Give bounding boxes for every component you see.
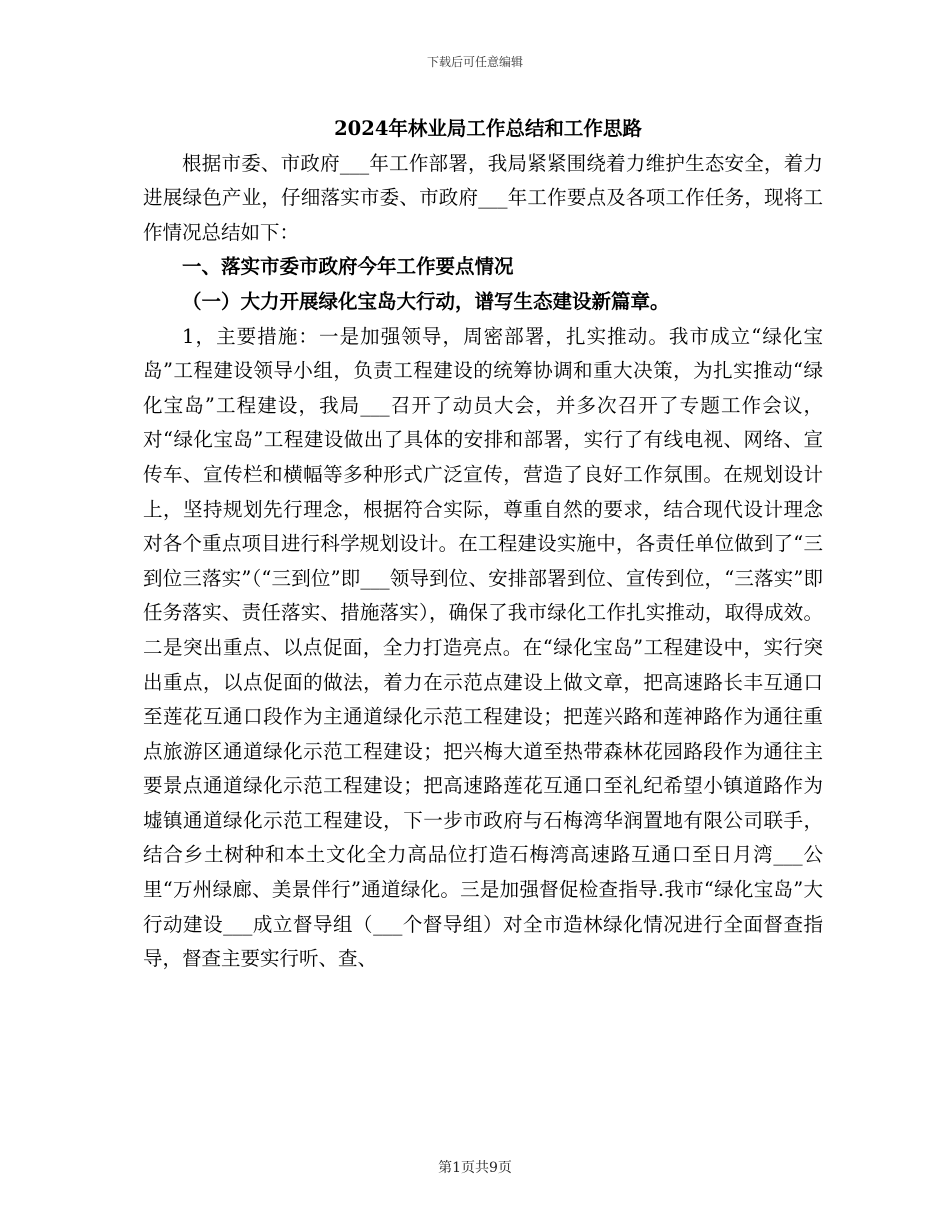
page-header-note: 下载后可任意编辑 (426, 55, 523, 69)
subsection-heading: （一）大力开展绿化宝岛大行动，谱写生态建设新篇章。 (182, 289, 670, 313)
section-heading: 一、落实市委市政府今年工作要点情况 (182, 255, 514, 279)
document-title: 2024年林业局工作总结和工作思路 (334, 117, 642, 140)
intro-paragraph: 根据市委、市政府___年工作部署，我局紧紧围绕着力维护生态安全，着力进展绿色产业，仔细落实市委、市政府___年工作要点及各项工作任务，现将工作情况总结如下： (143, 151, 823, 244)
page-footer-number: 第1页共9页 (438, 1160, 512, 1176)
document-body (143, 112, 823, 977)
body-paragraph: 1，主要措施：一是加强领导，周密部署，扎实推动。我市成立“绿化宝岛”工程建设领导小组，负责工程建设的统筹协调和重大决策，为扎实推动“绿化宝岛”工程建设，我局___召开了动员大会，并多次召开了专题工作会议，对“绿化宝岛”工程建设做出了具体的安排和部署，实行了有线电视、网络、宣传车、宣传栏和横幅等多种形式广泛宣传，营造了良好工作氛围。在规划设计上，坚持规划先行理念，根据符合实际，尊重自然的要求，结合现代设计理念对各个重点项目进行科学规划设计。在工程建设实施中，各责任单位做到了“三到位三落实”（“三到位”即___领导到位、安排部署到位、宣传到位，“三落实”即任务落实、责任落实、措施落实），确保了我市绿化工作扎实推动，取得成效。二是突出重点、以点促面，全力打造亮点。在“绿化宝岛”工程建设中，实行突出重点，以点促面的做法，着力在示范点建设上做文章，把高速路长丰互通口至莲花互通口段作为主通道绿化示范工程建设；把莲兴路和莲神路作为通往重点旅游区通道绿化示范工程建设；把兴梅大道至热带森林花园路段作为通往主要景点通道绿化示范工程建设；把高速路莲花互通口至礼纪希望小镇道路作为墟镇通道绿化示范工程建设，下一步市政府与石梅湾华润置地有限公司联手，结合乡土树种和本土文化全力高品位打造石梅湾高速路互通口至日月湾___公里“万州绿廊、美景伴行”通道绿化。三是加强督促检查指导.我市“绿化宝岛”大行动建设___成立督导组（___个督导组）对全市造林绿化情况进行全面督查指导，督查主要实行听、查、 (143, 324, 823, 971)
